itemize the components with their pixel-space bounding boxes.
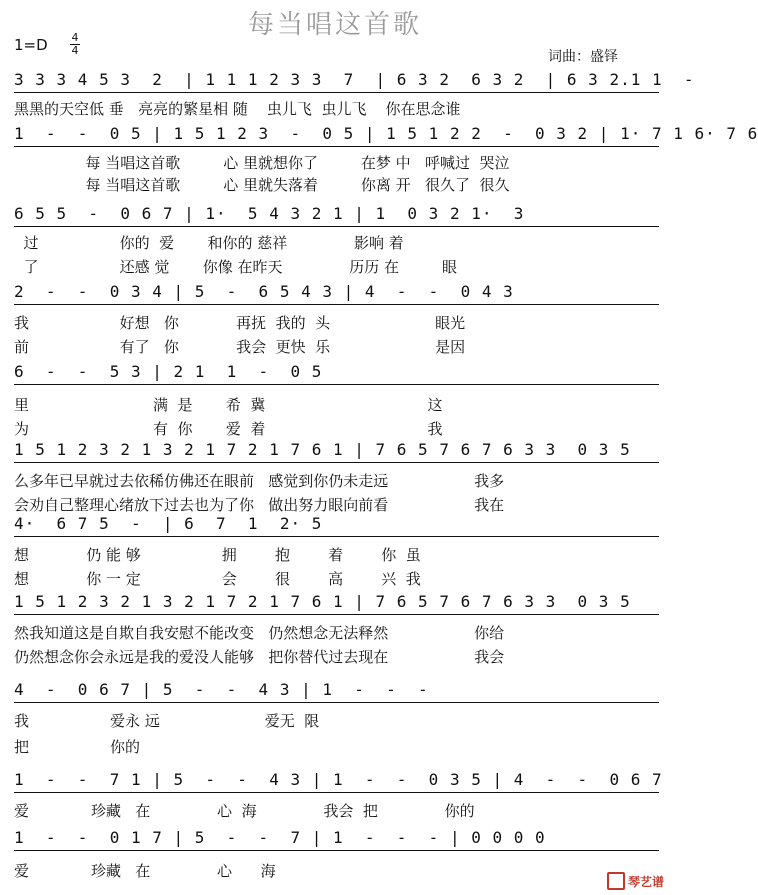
site-logo: 琴艺谱 xyxy=(607,873,664,892)
notation-row: 6 - - 5 3 | 2 1 1 - 0 5 xyxy=(14,362,659,385)
notation-row: 4· 6 7 5 - | 6 7 1 2· 5 xyxy=(14,514,659,537)
lyric-line: 会劝自己整理心绪放下过去也为了你 做出努力眼向前看 我在 xyxy=(14,496,505,514)
lyric-line: 每 当唱这首歌 心 里就想你了 在梦 中 呼喊过 哭泣 xyxy=(14,154,510,172)
lyric-line: 想 仍 能 够 拥 抱 着 你 虽 xyxy=(14,546,421,564)
lyric-line: 我 好想 你 再抚 我的 头 眼光 xyxy=(14,314,466,332)
notation-row: 4 - 0 6 7 | 5 - - 4 3 | 1 - - - xyxy=(14,680,659,703)
logo-mark-icon xyxy=(607,872,625,890)
lyric-line: 仍然想念你会永远是我的爱没人能够 把你替代过去现在 我会 xyxy=(14,648,505,666)
lyric-line: 前 有了 你 我会 更快 乐 是因 xyxy=(14,338,466,356)
lyric-line: 里 满 是 希 冀 这 xyxy=(14,396,443,414)
lyric-line: 为 有 你 爱 着 我 xyxy=(14,420,443,438)
lyric-line: 爱 珍藏 在 心 海 我会 把 你的 xyxy=(14,802,475,820)
notation-row: 1 5 1 2 3 2 1 3 2 1 7 2 1 7 6 1 | 7 6 5 7 6 7 6 3 3 0 3 5 xyxy=(14,440,659,463)
lyric-line: 把 你的 xyxy=(14,738,141,756)
notation-row: 3 3 3 4 5 3 2 | 1 1 1 2 3 3 7 | 6 3 2 6 3 2 | 6 3 2.1 1 - xyxy=(14,70,659,93)
notation-row: 1 - - 0 1 7 | 5 - - 7 | 1 - - - | 0 0 0 0 xyxy=(14,828,659,851)
notation-row: 2 - - 0 3 4 | 5 - 6 5 4 3 | 4 - - 0 4 3 xyxy=(14,282,659,305)
notation-row: 6 5 5 - 0 6 7 | 1· 5 4 3 2 1 | 1 0 3 2 1· 3 xyxy=(14,204,659,227)
lyric-line: 想 你 一 定 会 很 高 兴 我 xyxy=(14,570,421,588)
lyric-line: 然我知道这是自欺自我安慰不能改变 仍然想念无法释然 你给 xyxy=(14,624,505,642)
time-signature xyxy=(70,32,80,57)
lyric-line: 爱 珍藏 在 心 海 xyxy=(14,862,276,880)
song-title: 每当唱这首歌 xyxy=(247,10,422,40)
lyric-line: 每 当唱这首歌 心 里就失落着 你离 开 很久了 很久 xyxy=(14,176,510,194)
notation-row: 1 5 1 2 3 2 1 3 2 1 7 2 1 7 6 1 | 7 6 5 7 6 7 6 3 3 0 3 5 xyxy=(14,592,659,615)
lyric-line: 么多年已早就过去依稀仿佛还在眼前 感觉到你仍未走远 我多 xyxy=(14,472,505,490)
credit-line: 词曲：盛铎 xyxy=(548,49,618,65)
notation-row: 1 - - 0 5 | 1 5 1 2 3 - 0 5 | 1 5 1 2 2 - 0 3 2 | 1· 7 1 6· 7 6 xyxy=(14,124,659,147)
notation-row: 1 - - 7 1 | 5 - - 4 3 | 1 - - 0 3 5 | 4 - - 0 6 7 xyxy=(14,770,659,793)
key-signature: 1=D xyxy=(14,36,48,54)
time-signature-bottom: 4 xyxy=(71,44,79,57)
lyric-line: 了 还感 觉 你像 在昨天 历历 在 眼 xyxy=(14,258,457,276)
lyric-line: 黑黑的天空低 垂 亮亮的繁星相 随 虫儿飞 虫儿飞 你在思念谁 xyxy=(14,100,461,118)
lyric-line: 过 你的 爱 和你的 慈祥 影响 着 xyxy=(14,234,404,252)
time-signature-top: 4 xyxy=(71,31,79,44)
lyric-line: 我 爱永 远 爱无 限 xyxy=(14,712,320,730)
